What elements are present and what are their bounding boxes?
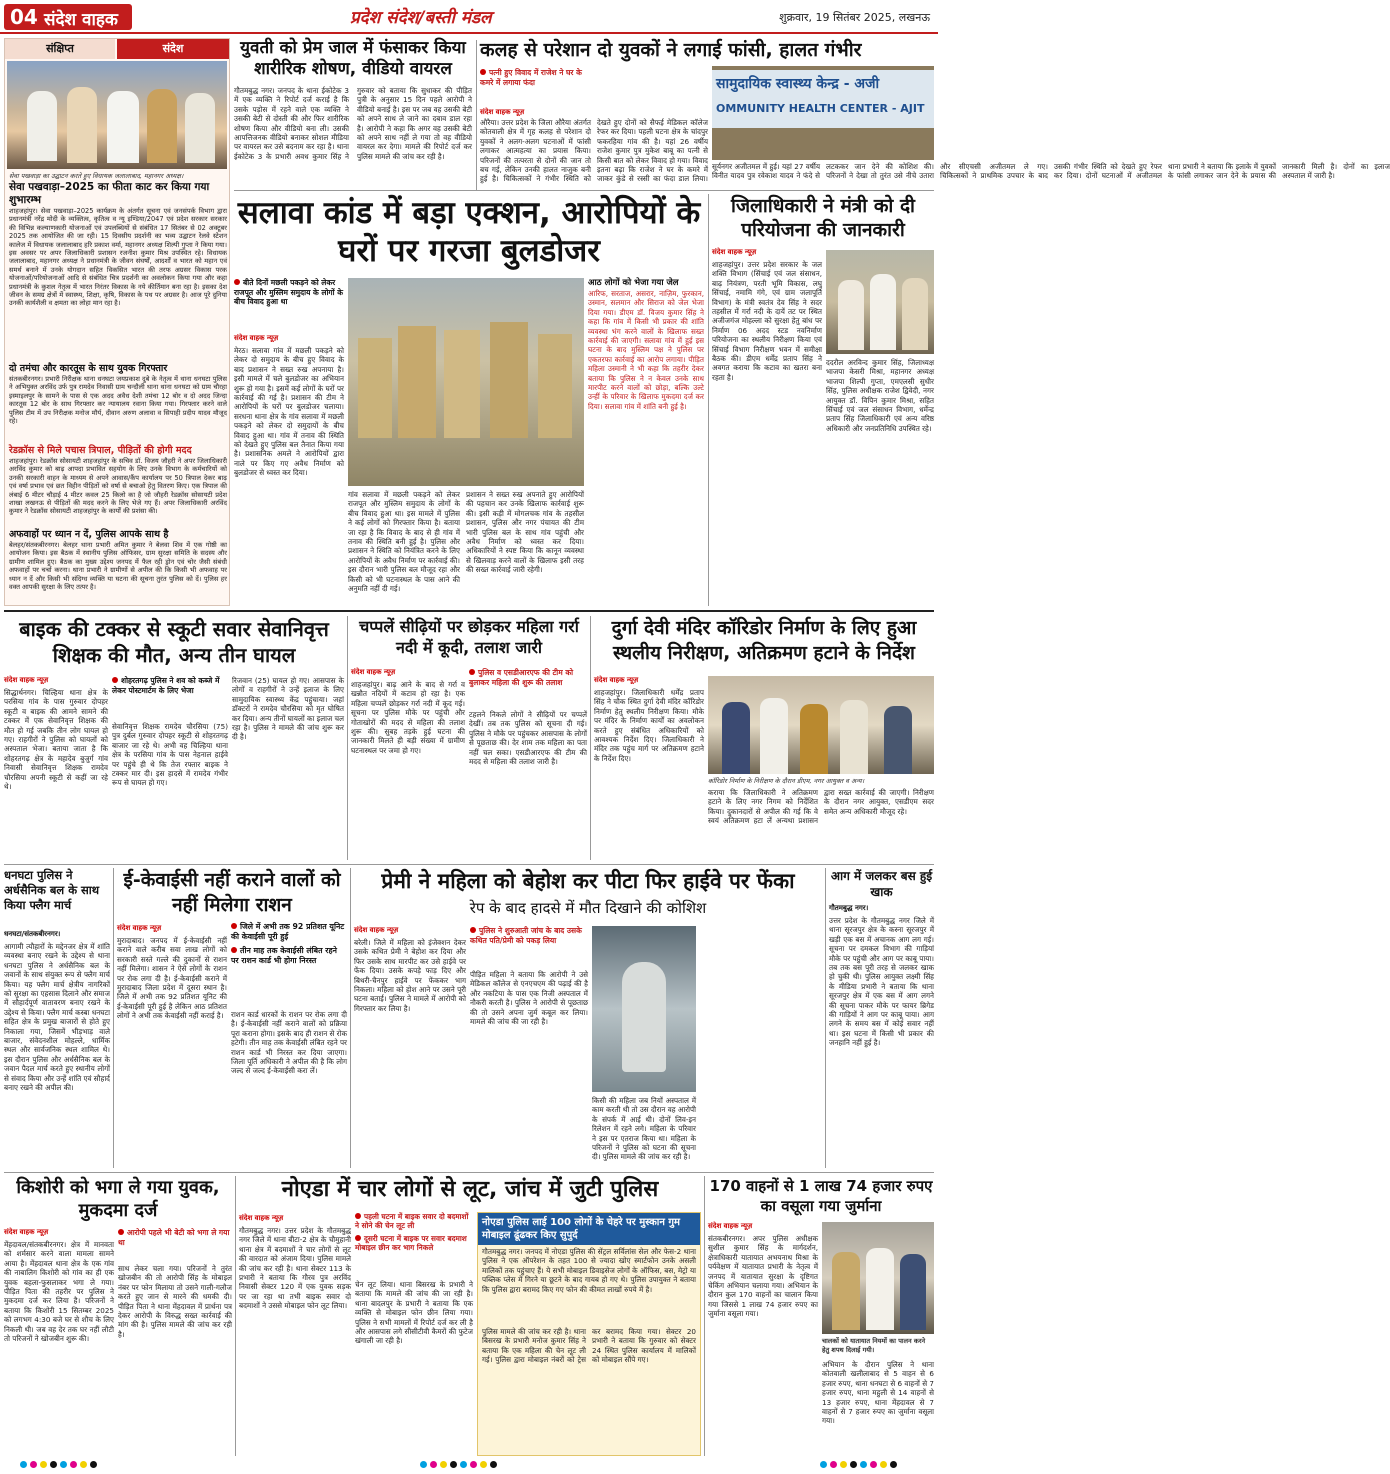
mobile-recovery-body: गौतमबुद्ध नगर। जनपद में नोएडा पुलिस की सेंट्रल सर्विलांस सेल और फेस-2 थाना पुलिस ने एक ऑपरेशन के तहत 100 से ज्यादा खोए स्मार्टफोन उनके असली मालिकों तक पहुंचाए हैं। ये सभी मोबाइल डिवाइसेज लोगों के ऑफिस, बस, मेट्रो या पब्लिक प्लेस में गिरने या छूटने के बाद गायब हो गए थे। पुलिस उपायुक्त ने बताया कि पुलिस द्वारा बरामद किए गए फोन की कीमत लाखों रुपये में है। [482,1247,696,1294]
article-bullet-box [469,668,587,708]
article-bullet: पुलिस व एसडीआरएफ की टीम को बुलाकर महिला की शुरू की तलाश [469,668,574,687]
section-divider [4,1172,934,1173]
article-body-2: सेवानिवृत्त शिक्षक रामदेव चौरसिया (75) पुत्र दुर्बल गुरुवार दोपहर स्कूटी से शोहरतगढ़ बाजार जा रहे थे। अभी वह चिल्हिया थाना क्षेत्र के परसिया गांव के पास नेहनाल हाईवे पर पहुंचे ही थे कि तेज रफ्तार बाइक ने टक्कर मार दी। इस हादसे में रामदेव गंभीर रूप से घायल हो गए। [112,722,228,788]
article-byline: संदेश वाहक न्यूज़ [594,676,639,684]
column-divider [113,868,114,1168]
column-divider [347,616,348,860]
sidebar-item-body: शाहजहांपुर। सेवा पखवाड़ा–2025 कार्यक्रम के अंतर्गत सूचना एवं जनसंपर्क विभाग द्वारा प्रधानमंत्री नरेंद्र मोदी के व्यक्तित्व, कृतित्व व न्यू इण्डिया/2047 एवं प्रदेश सरकार सरकार की विभिन्न कल्याणकारी योजनाओं एवं उपलब्धियों से संबंधित 17 सितंबर से 02 अक्टूबर 2025 तक आयोजित की जा रही। 15 दिवसीय प्रदर्शनी का भव्य उद्घाटन रेलवे स्टेशन कालेज में विधायक जलालाबाद हरि प्रकाश वर्मा, महानगर अध्यक्ष शिल्पी गुप्ता ने किया गया। इस अवसर पर अपर जिलाधिकारी प्रशासन रजनीश कुमार मिश्र उपस्थित रहे। विधायक जलालाबाद, महानगर अध्यक्ष ने प्रधानमंत्री के जीवन संघर्षों, आदर्शों व भारत को महान एवं समर्थ बनाने में उनके योगदान सहित विकसित भारत की तरफ अग्रसर विकास परक योजनाओं/परियोजनाओं आदि से संबंधित चित्र प्रदर्शनी का अवलोकन किया गया और कहा प्रधानमंत्री के कुशल नेतृत्व में भारत निरंतर विकास के नये कीर्तिमान बना रहा है। इसका देश जीवन के समग्र क्षेत्रों में स्वास्थ्य, शिक्षा, कृषि, विकास के पथ पर अग्रसर है। आज पूरे दुनिया उनकी कार्यशैली व क्षमता का लोहा मान रहा है। [9,207,227,308]
section-divider [234,190,934,191]
article-byline: संदेश वाहक न्यूज़ [4,676,49,684]
section-divider [4,864,934,865]
page-number: 04 [10,5,38,29]
article-byline: संदेश वाहक न्यूज़ [351,668,396,676]
article-body: उत्तर प्रदेश के गौतमबुद्ध नगर जिले में थाना सूरजपुर क्षेत्र के कस्ना सूरजपुर में खड़ी एक बस में अचानक आग लग गई। सूचना पर दमकल विभाग की गाड़ियां मौके पर पहुंची और आग पर काबू पाया। तब तक बस पूरी तरह से जलकर खाक हो चुकी थी। पुलिस आयुक्त लक्ष्मी सिंह के मीडिया प्रभारी ने बताया कि थाना सूरजपुर क्षेत्र में एक बस में आग लगने की सूचना पाकर मौके पर फायर ब्रिगेड की गाड़ियों ने आग पर काबू पाया। आग लगने के समय बस में कोई सवार नहीं था। इस घटना में किसी भी प्रकार की जनहानि नहीं हुई है। [829,916,934,1048]
dm-body: शाहजहांपुर। उत्तर प्रदेश सरकार के जल शक्ति विभाग (सिंचाई एवं जल संसाधन, बाढ़ नियंत्रण, परती भूमि विकास, लघु सिंचाई, नमामि गंगे, एवं ग्राम जलापूर्ति विभाग) के मंत्री स्वतंत्र देव सिंह ने सदर तहसील में गर्रा नदी के दायें तट पर स्थित अजीजगंज मोहल्ला को सुरक्षा हेतु बांध पर निर्माण 06 अदद स्टड नवनिर्माण परियोजना का स्थलीय निरीक्षण किया एवं सिंचाई विभाग निरीक्षण भवन में समीक्षा बैठक की। डीएम धर्मेंद्र प्रताप सिंह ने अवगत कराया कि कटाव का खतरा बना रहता है। [712,260,822,382]
column-divider [825,868,826,1168]
color-registration-marks [20,1461,97,1471]
photo-sign-hindi: सामुदायिक स्वास्थ्य केन्द्र - अजी [716,76,880,92]
article-bullet: आरोपी पहले भी बेटी को भगा ले गया था [118,1228,230,1247]
article-body-2: पीड़ित महिला ने बताया कि आरोपी ने उसे मेडिकल कॉलेज से एनएचएम की पढ़ाई की है और नकटिया के पास एक निजी अस्पताल में नौकरी करती है। पुलिस ने आरोपी से पूछताछ की तो उसने अपना जुर्म कबूल कर लिया। मामले की जांच की जा रही है। [470,970,588,1027]
bullet-icon [355,1235,361,1241]
photo-sign-english: OMMUNITY HEALTH CENTER - AJIT [716,102,925,115]
main-bullet-box [234,278,344,330]
article-temple-corridor [594,616,934,860]
corridor-photo-caption: कॉरिडोर निर्माण के निरीक्षण के दौरान डीएम, नगर आयुक्त व अन्य। [708,777,865,785]
article-headline: 170 वाहनों से 1 लाख 74 हजार रुपए का वसूला गया जुर्माना [709,1177,933,1215]
article-bullet-box [231,922,347,1006]
article-bullet: शोहरतगढ़ पुलिस ने शव को कब्जे में लेकर पोस्टमार्टम के लिए भेजा [112,676,220,695]
article-body-2: टहलने निकले लोगों ने सीढ़ियों पर चप्पलें देखीं। तब तक पुलिस को सूचना दी गई। पुलिस ने मौके पर पहुंचकर आसपास के लोगों से पूछताछ की। देर शाम तक महिला का पता नहीं चल सका। एसडीआरएफ की टीम की मदद से महिला की तलाश जारी है। [469,710,587,767]
column-divider [704,1176,705,1456]
column-divider [235,1176,236,1456]
article-byline: संदेश वाहक न्यूज़ [480,108,525,116]
article-headline: प्रेमी ने महिला को बेहोश कर पीटा फिर हाईवे पर फेंका [381,869,795,893]
article-retired-teacher [4,616,344,860]
article-byline: संदेश वाहक न्यूज़ [117,924,162,932]
sidebar-item [9,181,227,361]
article-bullet: जिले में अभी तक 92 प्रतिशत यूनिट की केवाईसी पूरी हुई [231,922,345,941]
main-sidebar-box [588,278,704,606]
section-title: प्रदेश संदेश/बस्ती मंडल [350,8,492,28]
sidebar-item-body: बेलहर/संतकबीरनगर। बेलहर थाना प्रभारी अमित कुमार ने बेलवा शिव में एक गोष्ठी का आयोजन किया। इस बैठक में स्थानीय पुलिस ऑफिसर, ग्राम सुरक्षा समिति के सदस्य और ग्रामीण शामिल हुए। बैठक का मुख्य उद्देश्य जनपद में फैल रही ड्रोन एवं चोर जैसी संबंधी अफवाहों पर चर्चा करना। थाना प्रभारी ने ग्रामीणों से अपील की कि किसी भी अफवाह पर ध्यान न दें और किसी भी संदिग्ध व्यक्ति या घटना की सूचना तुरंत पुलिस को दें। पुलिस हर वक्त आपकी सुरक्षा के लिए तत्पर है। [9,541,227,592]
article-noida-loot [239,1176,701,1456]
article-byline: संदेश वाहक न्यूज़ [239,1214,284,1222]
article-bullet-box [112,676,228,720]
main-sidebar-headline: आठ लोगों को भेजा गया जेल [588,278,679,288]
article-headline: ई-केवाईसी नहीं कराने वालों को नहीं मिलेगा राशन [123,869,341,916]
sidebar [4,38,230,606]
bullet-icon [355,1213,361,1219]
article-bullet-box [480,68,588,104]
sidebar-item-headline: सेवा पखवाड़ा–2025 का फीता काट कर किया गया शुभारम्भ [9,181,210,206]
article-headline: बाइक की टक्कर से स्कूटी सवार सेवानिवृत्त शिक्षक की मौत, अन्य तीन घायल [19,617,329,667]
article-headline: आग में जलकर बस हुई खाक [830,869,933,899]
article-ekyc [117,868,347,1168]
article-subheadline: रेप के बाद हादसे में मौत दिखाने की कोशिश [469,899,707,917]
article-headline: कलह से परेशान दो युवकों ने लगाई फांसी, हालत गंभीर [480,39,862,61]
column-divider [350,868,351,1168]
article-body: बरेली। जिले में महिला को इंजेक्शन देकर उसके कथित प्रेमी ने बेहोश कर दिया और फिर उसके साथ मारपीट कर उसे हाईवे पर फेंक दिया। उसके कपड़े फाड़ दिए और बिथरी-चैनपुर हाईवे पर फेंककर भाग निकला। महिला को होश आने पर उसने पूरी घटना बताई। पुलिस ने मामले में आरोपी को गिरफ्तार कर लिया है। [354,938,466,1013]
masthead-date: शुक्रवार, 19 सितंबर 2025, लखनऊ [779,11,930,24]
article-body-3: किसी की महिला जब नियों अस्पताल में काम करती थी तो उस दौरान वह आरोपी के संपर्क में आई थी। दोनों लिव-इन रिलेशन में रहने लगे। महिला के परिवार ने इस पर एतराज किया था। महिला के परिजनों ने पुलिस को घटना की सूचना दी। पुलिस मामले की जांच कर रही है। [592,1096,696,1162]
article-headline: नोएडा में चार लोगों से लूट, जांच में जुटी पुलिस [281,1177,659,1202]
article-body: गौतमबुद्ध नगर। उत्तर प्रदेश के गौतमबुद्ध नगर जिले में थाना बीटा-2 क्षेत्र के चौमुहानी थाना क्षेत्र में बदमाशों ने चार लोगों से लूट की वारदात को अंजाम दिया। पुलिस मामले की जांच कर रही है। थाना सेक्टर 113 के प्रभारी ने बताया कि गौरव पुत्र अरविंद निवासी सेक्टर 120 में एक युवक सड़क पर जा रहा था तभी बाइक सवार दो बदमाशों ने उससे मोबाइल फोन लूट लिया। [239,1226,351,1311]
main-sidebar-body: आरिफ, सरताज, असरार, नाज़िम, फुरकान, उस्मान, सलमान और सिराज को जेल भेजा दिया गया। डीएम डॉ. विजय कुमार सिंह ने कहा कि गांव में किसी भी प्रकार की शांति व्यवस्था भंग करने वालों के खिलाफ सख्त कार्रवाई की जाएगी। सलावा गांव में हुई इस घटना के बाद मुस्लिम पक्ष ने पुलिस पर एकतरफा कार्रवाई का आरोप लगाया। पीड़ित महिला उस्मानी ने भी कहा कि तहरीर देकर बताया कि पुलिस ने न केवल उनके साथ मारपीट करने वालों को छोड़ा, बल्कि उल्टे उन्हीं के परिवार के खिलाफ मुकदमा दर्ज कर दिया। सलावा गांव में शांति बनी हुई है। [588,289,704,411]
article-bullet-box [118,1228,232,1262]
main-byline: संदेश वाहक न्यूज़ [234,334,279,342]
paper-name: संदेश वाहक [44,10,118,30]
article-top-left [234,38,472,186]
article-body-continued: सूर्यनगर अजीतमल में हुई। यहां 27 वर्षीय विनीत यादव पुत्र रवेकाश यादव ने फंदे से लटककर जान देने की कोशिश की। परिजनों ने देखा तो तुरंत उसे नीचे उतारा और सीएचसी अजीतमल ले गए। चिकित्सकों ने प्राथमिक उपचार के बाद उसकी गंभीर स्थिति को देखते हुए रेफर कर दिया। दोनों घटनाओं में अजीतमल थाना प्रभारी ने बताया कि इलाके में युवकों के फांसी लगाकर जान देने के प्रयास की जानकारी मिली है। दोनों का इलाज अस्पताल में जारी है। [712,162,1390,181]
dm-headline: जिलाधिकारी ने मंत्री को दी परियोजना की जानकारी [731,195,915,241]
article-byline: संदेश वाहक न्यूज़ [4,1228,49,1236]
main-body-3: प्रशासन ने सख्त रुख अपनाते हुए आरोपियों की पहचान कर उनके खिलाफ कार्रवाई शुरू की। इसी कड़ी में मोगलचक गांव के तहसील प्रशासन, पुलिस और नगर पंचायत की टीम भारी पुलिस बल के साथ गांव पहुंची और अवैध निर्माण को ध्वस्त कर दिया। अधिकारियों ने स्पष्ट किया कि कानून व्यवस्था से खिलवाड़ करने वालों के खिलाफ इसी तरह की सख्त कार्रवाई जारी रहेगी। [466,490,584,575]
article-body-2: चेन लूट लिया। थाना बिसरख के प्रभारी ने बताया कि मामले की जांच की जा रही है। थाना बादलपुर के प्रभारी ने बताया कि एक व्यक्ति से मोबाइल फोन छीन लिया गया। पुलिस ने सभी मामलों में रिपोर्ट दर्ज कर ली है और आसपास लगे सीसीटीवी कैमरों की फुटेज खंगाली जा रही है। [355,1280,473,1346]
article-headline: युवती को प्रेम जाल में फंसाकर किया शारीरिक शोषण, वीडियो वायरल [240,38,466,79]
page-number-box [4,4,132,30]
main-bullet: बीते दिनों मछली पकड़ने को लेकर राजपूत और मुस्लिम समुदाय के लोगों के बीच विवाद हुआ था [234,278,343,306]
sidebar-header [5,39,229,59]
dm-story [712,194,934,606]
column-divider [708,194,709,606]
sidebar-tab-sandesh: संदेश [117,39,229,59]
article-body-3: रिजवान (25) घायल हो गए। आसपास के लोगों व राहगीरों ने उन्हें इलाज के लिए सामुदायिक स्वास्थ्य केंद्र पहुंचाया। जहां डॉक्टरों ने रामदेव चौरसिया को मृत घोषित कर दिया। अन्य तीनों घायलों का इलाज चल रहा है। पुलिस ने मामले की जांच शुरू कर दी है। [232,676,344,742]
sidebar-item [9,363,227,443]
traffic-photo-caption: चालकों को यातायात नियमों का पालन करने हेतु शपथ दिलाई गयी। [822,1337,926,1354]
article-bullet-box [355,1212,473,1278]
article-kidnap [4,1176,232,1456]
highway-photo [592,926,696,1092]
article-body: संतकबीरनगर। अपर पुलिस अधीक्षक सुशील कुमार सिंह के मार्गदर्शन, क्षेत्राधिकारी यातायात अभयनाथ मिश्रा के पर्यवेक्षण में यातायात प्रभारी के नेतृत्व में जनपद में यातायात सुरक्षा के दृष्टिगत चेकिंग अभियान चलाया गया। अभियान के दौरान कुल 170 वाहनों का चालान किया गया जिससे 1 लाख 74 हजार रुपए का जुर्माना वसूला गया। [708,1234,818,1319]
masthead [0,0,938,34]
main-body-2: गांव सलावा में मछली पकड़ने को लेकर राजपूत और मुस्लिम समुदाय के लोगों के बीच विवाद हुआ था। इस मामले में पुलिस ने कई लोगों को गिरफ्तार किया है। बताया जा रहा है कि विवाद के बाद से ही गांव में तनाव की स्थिति बनी हुई है। पुलिस और प्रशासन ने स्थिति को नियंत्रित करने के लिए आरोपियों के अवैध निर्माण पर कार्रवाई की। इस दौरान भारी पुलिस बल मौजूद रहा और किसी को भी घटनास्थल के पास आने की अनुमति नहीं दी गई। [348,490,460,594]
article-bullet: तीन माह तक केवाईसी लंबित रहने पर राशन कार्ड भी होगा निरस्त [231,946,337,965]
bullet-icon [112,677,118,683]
column-divider [590,616,591,860]
article-headline: धनघटा पुलिस ने अर्धसैनिक बल के साथ किया फ्लैग मार्च [4,868,100,912]
article-bullet: दूसरी घटना में बाइक पर सवार बदमाश मोबाइल छीन कर भाग निकले [355,1233,467,1252]
bullet-icon [231,923,237,929]
color-registration-marks [420,1461,497,1471]
article-bus-fire [829,868,934,1168]
sidebar-tab-brief: संक्षिप्त [5,39,115,59]
bullet-icon [118,1229,124,1235]
traffic-photo [822,1222,934,1334]
bullet-icon [234,279,240,285]
mobile-recovery-body-2: पुलिस मामले की जांच कर रही है। थाना बिसरख के प्रभारी मनोज कुमार सिंह ने बताया कि एक महिला की चेन लूट ली गई। पुलिस द्वारा मोबाइल नंबरों को ट्रेस कर बरामद किया गया। सेक्टर 20 प्रभारी ने बताया कि गुरुवार को सेक्टर 24 स्थित पुलिस कार्यालय में मालिकों को मोबाइल सौंपे गए। [482,1327,696,1365]
bullet-icon [469,669,475,675]
article-headline: किशोरी को भगा ले गया युवक, मुकदमा दर्ज [16,1177,220,1221]
article-top-right [480,38,1390,188]
article-body-2: साथ लेकर चला गया। परिजनों ने तुरंत खोजबीन की तो आरोपी सिंह के मोबाइल नंबर पर फोन मिलाया तो उसने गाली-गलौज करते हुए जान से मारने की धमकी दी। पीड़ित पिता ने थाना मेंहदावल में प्रार्थना पत्र देकर आरोपी के विरुद्ध सख्त कार्रवाई की मांग की है। पुलिस मामले की जांच कर रही है। [118,1264,232,1339]
bullet-icon [480,69,486,75]
dm-photo [826,250,934,354]
sidebar-photo-caption: सेवा पखवाड़ा का उद्घाटन करते हुए विधायक जलालाबाद, महानगर अध्यक्ष। [9,172,184,180]
sidebar-item-headline: दो तमंचा और कारतूस के साथ युवक गिरफ्तार [9,363,168,374]
article-bullet: पुलिस ने शुरुआती जांच के बाद उसके कथित पति/प्रेमी को पकड़ लिया [470,926,582,945]
article-body: शाहजहांपुर। जिलाधिकारी धर्मेंद्र प्रताप सिंह ने चौक स्थित दुर्गा देवी मंदिर कॉरिडोर निर्माण हेतु स्थलीय निरीक्षण किया। मौके पर मंदिर के निर्माण कार्यों का अवलोकन करते हुए संबंधित अधिकारियों को आवश्यक निर्देश दिए। जिलाधिकारी ने मंदिर तक पहुंच मार्ग पर अतिक्रमण हटाने के निर्देश दिए। [594,688,704,763]
article-byline: संदेश वाहक न्यूज़ [354,926,399,934]
article-headline: चप्पलें सीढ़ियों पर छोड़कर महिला गर्रा नदी में कूदी, तलाश जारी [359,617,579,657]
article-byline: धनघटा/संतकबीरनगर। [4,930,61,938]
column-divider [476,40,477,190]
article-body-2: कराया कि जिलाधिकारी ने अतिक्रमण हटाने के लिए नगर निगम को निर्देशित किया। दुकानदारों से अपील की गई कि वे स्वयं अतिक्रमण हटा लें अन्यथा प्रशासन द्वारा सख्त कार्रवाई की जाएगी। निरीक्षण के दौरान नगर आयुक्त, एसडीएम सदर समेत अन्य अधिकारी मौजूद रहे। [708,788,934,826]
article-body: मुरादाबाद। जनपद में ई-केवाईसी नहीं कराने वाले करीब सवा लाख लोगों को सरकारी सस्ते गल्ले की दुकानों से राशन नहीं मिलेगा। शासन ने ऐसे लोगों के राशन पर रोक लगा दी है। ई-केवाईसी कराने में मुरादाबाद जिला प्रदेश में दूसरा स्थान है। जिले में अभी तक 92 प्रतिशत यूनिट की ई-केवाईसी पूरी हुई है लेकिन आठ प्रतिशत लोगों ने अभी तक केवाईसी नहीं कराई है। [117,936,227,1021]
dm-byline: संदेश वाहक न्यूज़ [712,248,757,256]
article-flag-march [4,868,110,1168]
sidebar-item-headline: रेडक्रॉस से मिले पचास त्रिपाल, पीड़ितों की होगी मदद [9,445,192,456]
sidebar-item [9,529,227,605]
article-body: शाहजहांपुर। बाढ़ आने के बाद से गर्रा व खन्नौत नदियों में कटाव हो रहा है। एक महिला चप्पलें छोड़कर गर्रा नदी में कूद गई। सूचना पर पुलिस मौके पर पहुंची और गोताखोरों की मदद से महिला की तलाश शुरू की। सुबह तड़के हुई घटना की जानकारी मिलते ही बड़ी संख्या में ग्रामीण घटनास्थल पर जमा हो गए। [351,680,465,755]
article-bullet: पहली घटना में बाइक सवार दो बदमाशों ने सोने की चेन लूट ली [355,1212,469,1231]
sidebar-item-body: शाहजहांपुर। रेडक्रॉस सोसायटी शाहजहांपुर के सचिव डॉ. विजय जौहरी ने अपर जिलाधिकारी अरविंद कुमार को बाढ़ आपदा प्रभावित सहयोग के लिए उनके विभाग के कर्मचारियों को उनकी सरकारी वाहन के माध्यम से अपने आवास/कैंप कार्यालय पर 50 त्रिपाल देकर बाढ़ एवं वर्षा प्रभाव एवं छत विहीन पीड़ितों को वर्षा से बचाओ हेतु वितरण किए। एक त्रिपाल की लंबाई 6 मीटर चौड़ाई 4 मीटर कवल 25 किलो का है जो जौहरी रेडक्रॉस सोसायटी प्रदेश शाखा लखनऊ से पीड़ितों की मदद करने के लिए भेजे गए हैं। अपर जिलाधिकारी अरविंद कुमार ने रेडक्रॉस सोसायटी शाहजहांपुर के कार्यों की प्रशंसा की। [9,457,227,516]
mobile-recovery-box [477,1212,701,1456]
sidebar-item-headline: अफवाहों पर ध्यान न दें, पुलिस आपके साथ है [9,529,169,540]
main-body-1: मेरठ। सलावा गांव में मछली पकड़ने को लेकर दो समुदाय के बीच हुए विवाद के बाद प्रशासन ने सख्त रुख अपनाया है। इसी मामले में चले बुलडोजर का अभियान शुरू हो गया है। इसमें कई लोगों के घरों पर कार्रवाई की गई है। प्रशासन की टीम ने आरोपियों के घरों पर बुलडोजर चलाया। सरधना थाना क्षेत्र के गांव सलावा में मछली पकड़ने को लेकर दो समुदायों के बीच विवाद हुआ था। गांव में तनाव की स्थिति को देखते हुए पुलिस बल तैनात किया गया है। प्रशासनिक अमले ने आरोपियों द्वारा नाले पर किए गए अवैध निर्माण को बुलडोजर से ध्वस्त कर दिया। [234,346,344,478]
article-headline: दुर्गा देवी मंदिर कॉरिडोर निर्माण के लिए हुआ स्थलीय निरीक्षण, अतिक्रमण हटाने के निर्देश [611,617,917,664]
article-body: औरैया। उत्तर प्रदेश के जिला औरैया अंतर्गत कोतवाली क्षेत्र में गृह कलह से परेशान दो युवकों ने अलग-अलग घटनाओं में फांसी लगाकर आत्महत्या का प्रयास किया। परिजनों की तत्परता से दोनों की जान तो बच गई, लेकिन उनकी हालत नाजुक बनी हुई है। चिकित्सकों ने गंभीर स्थिति को देखते हुए दोनों को सैफई मेडिकल कॉलेज रेफर कर दिया। पहली घटना क्षेत्र के चांदपुर फकरहिया गांव की है। यहां 26 वर्षीय राजेश कुमार पुत्र मुकेश बाबू का पत्नी से किसी बात को लेकर विवाद हो गया। विवाद इतना बढ़ा कि राजेश ने घर के कमरे में जाकर कुंडे से रस्सी का फंदा डाल लिया। [480,118,708,184]
corridor-photo [708,676,934,774]
article-body: सिद्धार्थनगर। चिल्हिया थाना क्षेत्र के परसिया गांव के पास गुरुवार दोपहर स्कूटी व बाइक की आमने सामने की टक्कर में एक सेवानिवृत्त शिक्षक की मौत हो गई जबकि तीन लोग घायल हो गए। राहगीरों ने पुलिस को घायलों को अस्पताल भेजा। बताया जाता है कि शोहरतगढ़ क्षेत्र के महादेव बुजुर्ग गांव निवासी सेवानिवृत्त शिक्षक रामदेव चौरसिया अपनी स्कूटी से कहीं जा रहे थे। [4,688,108,792]
section-divider [4,610,934,612]
article-bullet: पत्नी हुए विवाद में राजेश ने घर के कमरे में लगाया फंदा [480,68,582,87]
article-byline: संदेश वाहक न्यूज़ [708,1222,753,1230]
article-byline: गौतमबुद्ध नगर। [829,904,869,912]
color-registration-marks [820,1461,897,1471]
health-center-photo [712,66,934,160]
dm-body-continued: ददरौल अरविन्द कुमार सिंह, जिलाध्यक्ष भाजपा केसरी मिश्रा, महानगर अध्यक्ष भाजपा शिल्पी गुप्ता, एमएलसी सुधीर सिंह, पुलिस अधीक्षक राजेश द्विवेदी, नगर आयुक्त डॉ. विपिन कुमार मिश्रा, सहित सिंचाई एवं जल संसाधन विभाग, धर्मेन्द्र प्रताप सिंह जिलाधिकारी एवं अन्य वरिष्ठ अधिकारी और जनप्रतिनिधि उपस्थित रहे। [826,358,934,433]
mobile-recovery-headline: नोएडा पुलिस लाई 100 लोगों के चेहरे पर मुस्कान गुम मोबाइल ढूंढकर किए सुपुर्द [478,1213,700,1245]
sidebar-photo [7,61,227,169]
sidebar-item-body: संतकबीरनगर। प्रभारी निरीक्षक थाना धनघटा जयप्रकाश दुबे के नेतृत्व में थाना धनघटा पुलिस ने अभियुक्त अरविंद उर्फ पुत्र रामदेव निवासी ग्राम चन्दौली थाना थाना धनघटा को ग्राम चौरहा इस्माइलपुर के सामने के पास से एक अदद अवैध देशी तमंचा 12 बोर व दो अदद जिन्दा कारतूस 12 बोर के साथ गिरफ्तार कर न्यायालय रवाना किया गया। गिरफ्तार करने वाले पुलिस टीम में उप निरीक्षक मनोज मौर्य, दीवान अरुण अलावा व सिपाही प्रदीप यादव मौजूद रहे। [9,375,227,426]
article-body-2: राशन कार्ड धारकों के राशन पर रोक लगा दी है। ई-केवाईसी नहीं कराने वालों को प्रक्रिया पूरा कराना होगा। इसके बाद ही राशन से रोक हटेगी। तीन माह तक केवाईसी लंबित रहने पर राशन कार्ड भी निरस्त कर दिया जाएगा। जिला पूर्ति अधिकारी ने अपील की है कि लोग जल्द से जल्द ई-केवाईसी करा लें। [231,1010,347,1076]
bulldozer-photo [348,278,584,486]
article-bullet-box [470,926,588,968]
main-headline: सलावा कांड में बड़ा एक्शन, आरोपियों के घरों पर गरजा बुलडोजर [237,195,701,269]
article-highway [354,868,822,1168]
article-body: मेंहदावल/संतकबीरनगर। क्षेत्र में मानवता को शर्मसार करने वाला मामला सामने आया है। मेंहदावल थाना क्षेत्र के एक गांव की नाबालिग किशोरी को गांव का ही एक युवक बहला-फुसलाकर भगा ले गया। पीड़ित पिता की तहरीर पर पुलिस ने मुकदमा दर्ज कर लिया है। परिजनों ने बताया कि किशोरी 15 सितम्बर 2025 को लगभग 4:30 बजे घर से शौच के लिए निकली थी। जब वह देर तक घर नहीं लौटी तो परिजनों ने खोजबीन शुरू की। [4,1240,114,1344]
sidebar-item [9,445,227,527]
article-body: आगामी त्यौहारों के मद्देनजर क्षेत्र में शांति व्यवस्था बनाए रखने के उद्देश्य से थाना धनघटा पुलिस ने अर्धसैनिक बल के जवानों के साथ संयुक्त रूप से फ्लैग मार्च किया। यह फ्लैग मार्च क्षेत्रीय नागरिकों को सुरक्षा का एहसास दिलाने और समाज में सौहार्दपूर्ण वातावरण बनाए रखने के उद्देश्य से किया। फ्लैग मार्च कस्बा धनघटा सहित क्षेत्र के प्रमुख बाजारों से होते हुए निकाला गया, जिसमें भीड़भाड़ वाले बाजार, संवेदनशील मोहल्ले, धार्मिक स्थल और सार्वजनिक स्थल शामिल थे। इस दौरान पुलिस और अर्धसैनिक बल के जवान पैदल मार्च करते हुए स्थानीय लोगों से संवाद किया और उन्हें शांति एवं सौहार्द बनाए रखने की अपील की। [4,942,110,1093]
main-story [234,194,704,606]
article-traffic-fine [708,1176,934,1456]
article-woman-river [351,616,587,860]
bullet-icon [470,927,476,933]
article-body-2: अभियान के दौरान पुलिस ने थाना कोतवाली खलीलाबाद से 5 वाहन से 6 हजार रुपए, थाना धनघटा से 6 वाहनों से 7 हजार रुपए, थाना महुली से 14 वाहनों से 13 हजार रुपए, थाना मेंहदावल से 7 वाहनों से 7 हजार रुपए का जुर्माना वसूला गया। [822,1360,934,1426]
bullet-icon [231,947,237,953]
article-body: गौतमबुद्ध नगर। जनपद के थाना ईकोटेक 3 में एक व्यक्ति ने रिपोर्ट दर्ज कराई है कि उसके पड़ोस में रहने वाले एक व्यक्ति ने उसकी बेटी से दोस्ती की और फिर शारीरिक शोषण किया और वीडियो बना ली। उसकी आपत्तिजनक वीडियो बनाकर सोशल मीडिया पर वायरल कर उसे बदनाम कर रहा है। थाना ईकोटेक 3 के प्रभारी अवध कुमार सिंह ने गुरुवार को बताया कि सुधाकर की पीड़ित पुत्री के अनुसार 15 दिन पहले आरोपी ने वीडियो बनाई है। इस पर जब वह उसकी बेटी को अपने साथ ले जाने का दबाव डाल रहा है। आरोपी ने कहा कि अगर वह उसकी बेटी को अपने साथ नहीं ले गया तो वह वीडियो वायरल कर देगा। मामले की रिपोर्ट दर्ज कर पुलिस मामले की जांच कर रही है। [234,86,472,161]
